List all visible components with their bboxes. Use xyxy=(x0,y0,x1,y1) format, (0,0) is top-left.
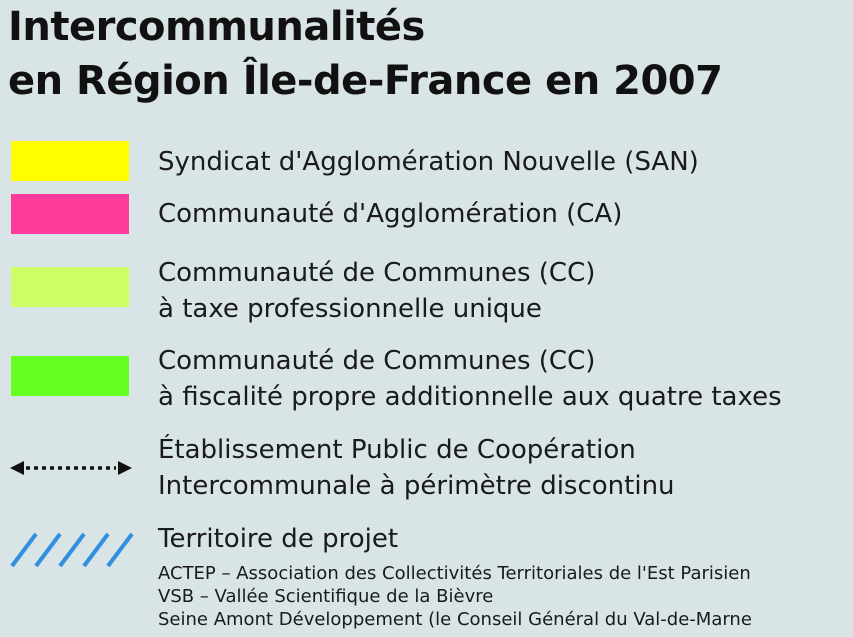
project-seine-amont: Seine Amont Développement (le Conseil Général du Val-de-Marne xyxy=(158,609,752,630)
san-legend-label: Syndicat d'Agglomération Nouvelle (SAN) xyxy=(158,147,699,177)
cc-four-taxes-green-swatch xyxy=(11,356,129,396)
title-line-1: Intercommunalités xyxy=(8,4,425,50)
blue-hatching-icon xyxy=(8,530,134,570)
epci-legend-label: Établissement Public de Coopération Intercommunale à périmètre discontinu xyxy=(158,435,675,501)
dashed-double-arrow-icon xyxy=(8,458,134,478)
map-legend-title xyxy=(8,0,722,108)
project-actep: ACTEP – Association des Collectivités Territoriales de l'Est Parisien xyxy=(158,563,751,584)
territoire-projet-legend-label: Territoire de projet xyxy=(158,524,399,554)
cc-four-taxes-legend-label: Communauté de Communes (CC) à fiscalité propre additionnelle aux quatre taxes xyxy=(158,346,782,412)
title-line-2: en Région Île-de-France en 2007 xyxy=(8,58,723,104)
san-yellow-swatch xyxy=(11,141,129,181)
project-vsb: VSB – Vallée Scientifique de la Bièvre xyxy=(158,586,494,607)
cc-tpu-legend-label: Communauté de Communes (CC) à taxe professionnelle unique xyxy=(158,258,596,324)
cc-tpu-lightgreen-swatch xyxy=(11,267,129,307)
ca-magenta-swatch xyxy=(11,194,129,234)
project-list xyxy=(158,562,752,631)
ca-legend-label: Communauté d'Agglomération (CA) xyxy=(158,199,623,229)
